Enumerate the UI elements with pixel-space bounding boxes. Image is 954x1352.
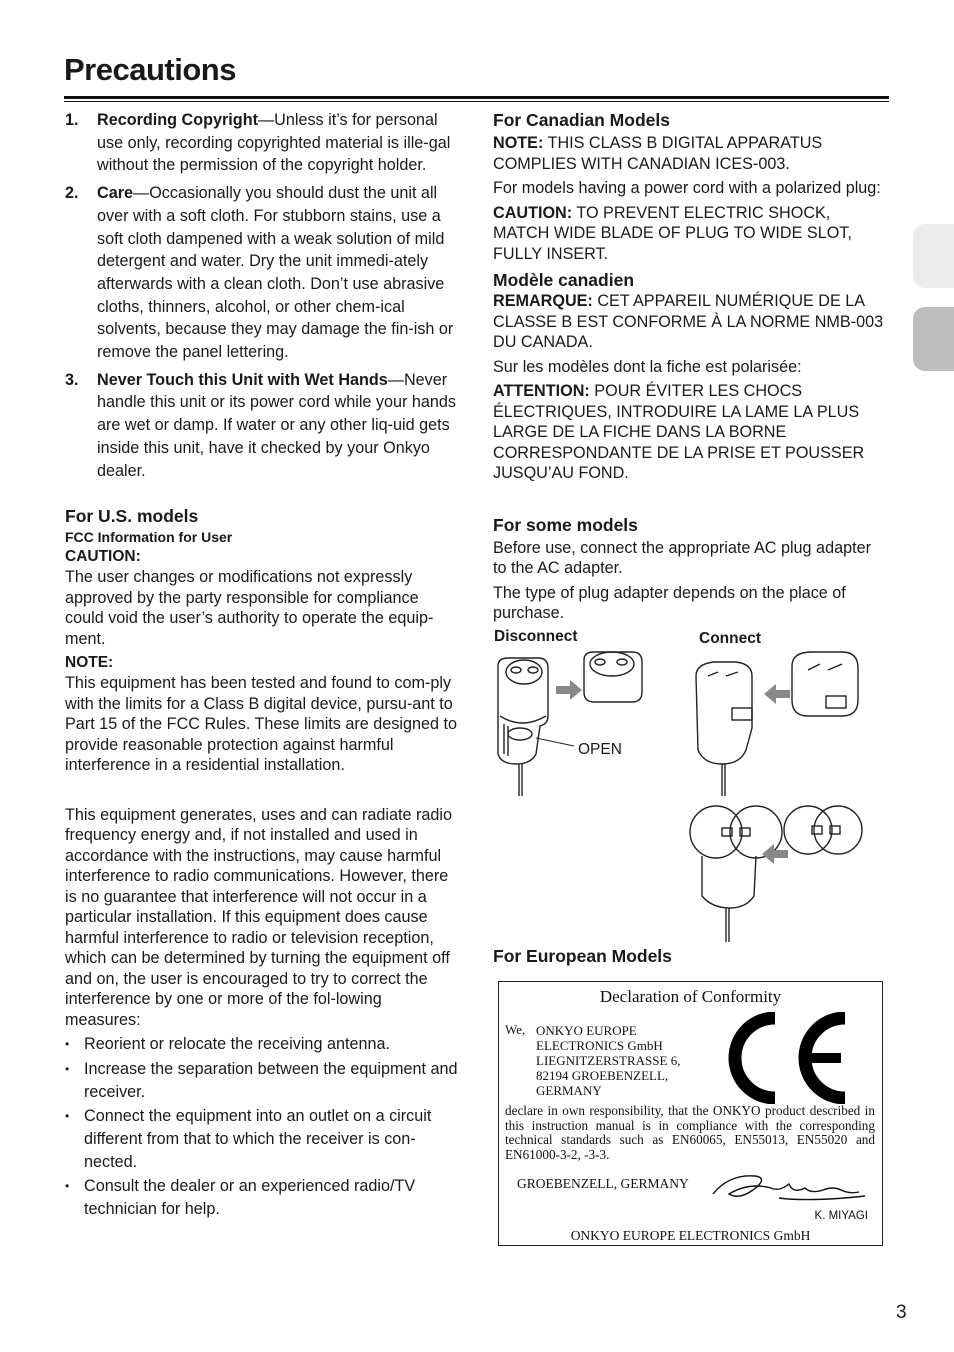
canadian-heading: For Canadian Models <box>493 110 670 130</box>
fr-attention-text: POUR ÉVITER LES CHOCS ÉLECTRIQUES, INTRODUIRE LA LAME LA PLUS LARGE DE LA FICHE DANS LA BORNE CORRESPONDANTE DE LA PRISE ET POUSSER JUSQU’AU FOND. <box>493 382 865 482</box>
note-text: This equipment has been tested and found to com-ply with the limits for a Class B digital device, pursu-ant to Part 15 of the FCC Rules. These limits are designed to provide reasonable protection against harmful interference in a residential installation. <box>65 674 457 775</box>
declaration-company: ONKYO EUROPE ELECTRONICS GmbH <box>570 1228 811 1243</box>
side-tab-dark <box>913 307 954 371</box>
title-rule-thin <box>64 101 889 102</box>
list-item: • Increase the separation between the equipment and receiver. <box>65 1058 461 1103</box>
right-column <box>493 109 887 624</box>
item-heading: Recording Copyright <box>97 111 258 129</box>
fr-heading: Modèle canadien <box>493 270 635 290</box>
plug-adapter-diagram <box>486 646 886 946</box>
list-item: • Reorient or relocate the receiving antenna. <box>65 1033 461 1056</box>
address-line: ELECTRONICS GmbH <box>536 1038 663 1053</box>
disconnect-label: Disconnect <box>494 628 578 645</box>
list-item <box>65 182 461 364</box>
item-body: —Never handle this unit or its power cord while your hands are wet or damp. If water or any other liq-uid gets inside this unit, have it checked by your Onkyo dealer. <box>97 370 457 480</box>
address-line: 82194 GROEBENZELL, <box>536 1068 669 1083</box>
item-number: 3. <box>65 370 79 389</box>
fr-note-label: REMARQUE: <box>493 292 593 310</box>
note-label: NOTE: <box>65 654 114 672</box>
fr-polarized-text: Sur les modèles dont la fiche est polarisée: <box>493 357 802 376</box>
european-heading: For European Models <box>493 946 672 966</box>
signer-name: K. MIYAGI <box>814 1210 868 1222</box>
declaration-box <box>498 981 883 1246</box>
fr-note-text: CET APPAREIL NUMÉRIQUE DE LA CLASSE B EST CONFORME À LA NORME NMB-003 DU CANADA. <box>493 292 884 351</box>
list-item: • Consult the dealer or an experienced radio/TV technician for help. <box>65 1175 461 1220</box>
connect-label: Connect <box>699 630 761 647</box>
generates-text: This equipment generates, uses and can radiate radio frequency energy and, if not installed and used in accordance with the instructions, may cause harmful interference to radio communications. However, there is no guarantee that interference will not occur in a particular installation. If this equipment does cause harmful interference to radio or television reception, which can be determined by turning the equipment off and on, the user is encouraged to try to correct the interference by one or more of the fol-lowing measures: <box>65 805 452 1029</box>
fr-attention-label: ATTENTION: <box>493 382 590 400</box>
some-models-text-1: Before use, connect the appropriate AC plug adapter to the AC adapter. <box>493 538 871 577</box>
title-rule <box>64 96 889 99</box>
declaration-text: declare in own responsibility, that the ONKYO product described in this instruction manual is in compliance with the corresponding technical standards such as EN60065, EN55013, EN55020 and EN61000-3-2, -3-3. <box>505 1103 875 1162</box>
ca-polarized-text: For models having a power cord with a polarized plug: <box>493 179 881 197</box>
list-item <box>65 109 461 177</box>
page-number: 3 <box>896 1302 907 1323</box>
us-models-heading: For U.S. models <box>65 506 199 527</box>
item-body: —Occasionally you should dust the unit all over with a soft cloth. For stubborn stains, use a soft cloth dampened with a weak solution of mild detergent and water. Dry the unit immedi-ately afterwards with a clean cloth. Don’t use abrasive cloths, thinners, alcohol, or other chem-ical solvents, because they may damage the fin-ish or remove the panel lettering. <box>97 184 454 362</box>
item-number: 1. <box>65 111 79 129</box>
declaration-place: GROEBENZELL, GERMANY <box>517 1176 689 1191</box>
some-models-heading: For some models <box>493 514 638 535</box>
list-item: • Connect the equipment into an outlet on a circuit different from that to which the receiver is con-nected. <box>65 1105 461 1173</box>
ce-mark-icon <box>727 1012 853 1104</box>
open-label: OPEN <box>578 741 622 758</box>
fcc-heading: FCC Information for User <box>65 529 233 546</box>
address-line: GERMANY <box>536 1083 602 1098</box>
side-tab-light <box>913 224 954 288</box>
precautions-list <box>65 109 461 482</box>
ca-caution-label: CAUTION: <box>493 203 573 222</box>
some-models-text-2: The type of plug adapter depends on the place of purchase. <box>493 583 846 622</box>
ca-note-label: NOTE: <box>493 134 544 152</box>
declaration-title: Declaration of Conformity <box>599 987 782 1006</box>
left-column <box>65 109 461 1223</box>
declaration-address <box>536 1023 680 1098</box>
item-heading: Care <box>97 184 133 203</box>
ca-caution-text: TO PREVENT ELECTRIC SHOCK, MATCH WIDE BLADE OF PLUG TO WIDE SLOT, FULLY INSERT. <box>493 203 852 263</box>
caution-text: The user changes or modifications not expressly approved by the party responsible for compliance could void the user’s authority to operate the equip-ment. <box>65 568 434 648</box>
item-number: 2. <box>65 184 79 203</box>
list-item <box>65 369 461 483</box>
ca-note-text: THIS CLASS B DIGITAL APPARATUS COMPLIES WITH CANADIAN ICES-003. <box>493 134 823 173</box>
signature-icon <box>709 1168 869 1208</box>
caution-label: CAUTION: <box>65 548 141 566</box>
measures-list <box>65 1033 461 1221</box>
page-title: Precautions <box>64 52 236 87</box>
address-line: ONKYO EUROPE <box>536 1023 637 1038</box>
item-body: —Unless it’s for personal use only, recording copyrighted material is ille-gal without the permission of the copyright holder. <box>97 111 451 175</box>
item-heading: Never Touch this Unit with Wet Hands <box>97 370 388 389</box>
declaration-we: We, <box>505 1022 526 1037</box>
address-line: LIEGNITZERSTRASSE 6, <box>536 1053 681 1068</box>
